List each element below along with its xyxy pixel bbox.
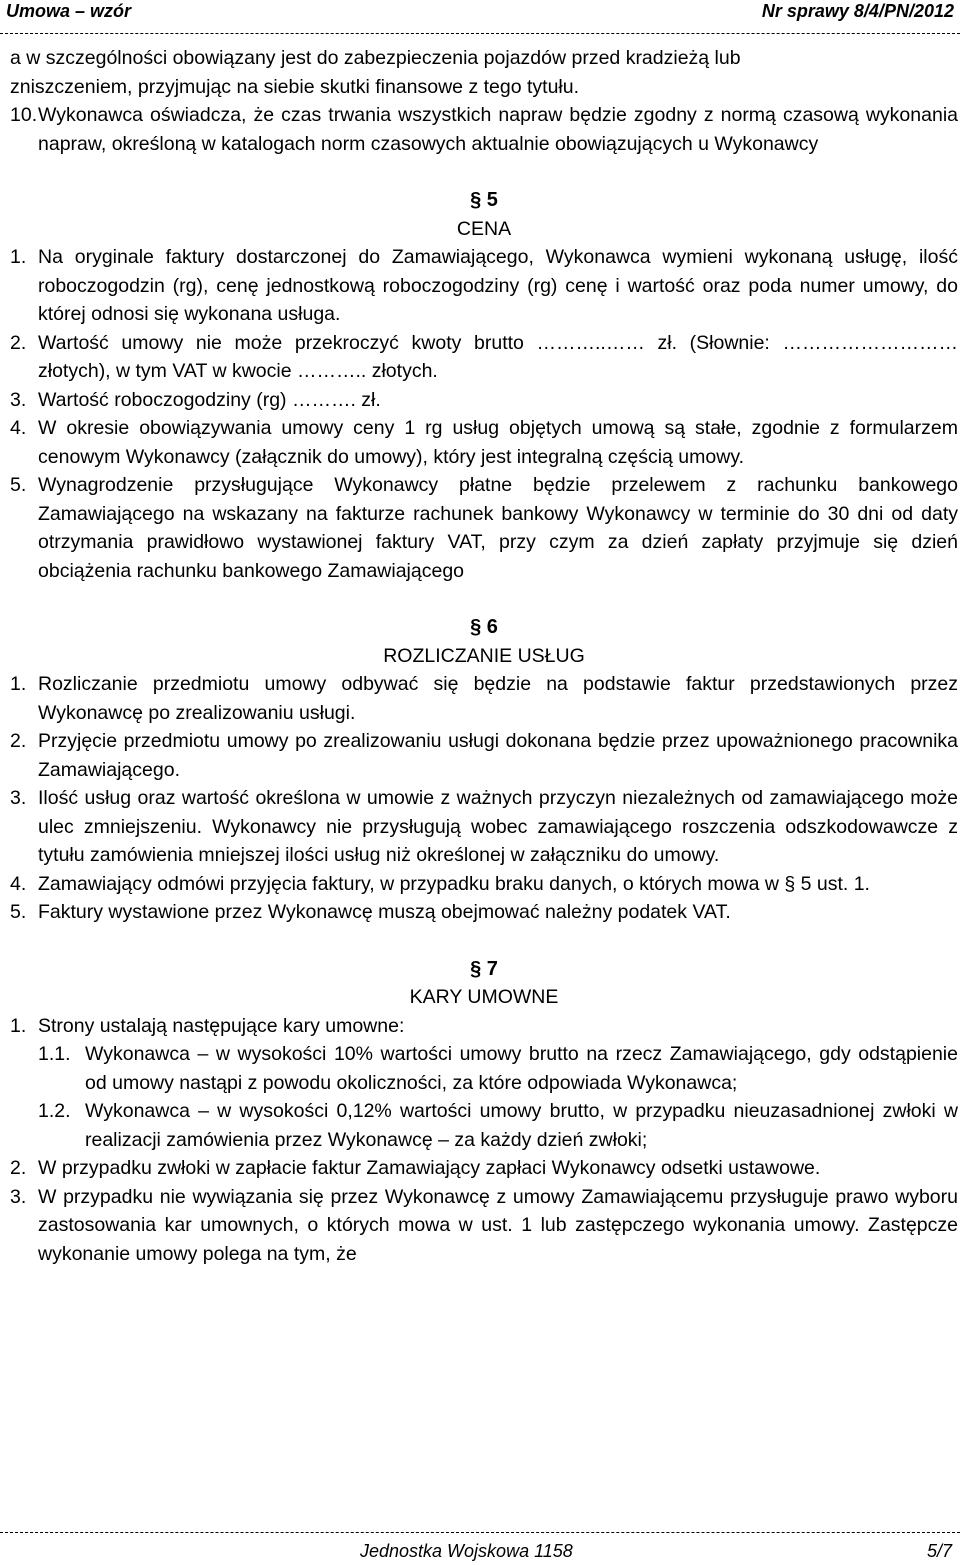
page-number: 5/7 (926, 1541, 952, 1561)
continued-line: a w szczególności obowiązany jest do zabezpieczenia pojazdów przed kradzieżą lub (10, 47, 741, 69)
list-item: 4. Zamawiający odmówi przyjęcia faktury, w przypadku braku danych, o których mowa w § 5 ust. 1. (10, 872, 870, 895)
list-item: 2. Przyjęcie przedmiotu umowy po zrealizowaniu usługi dokonana będzie przez upoważnionego pracownika Zamawiającego. (10, 730, 958, 781)
list-item: 3. Ilość usług oraz wartość określona w umowie z ważnych przyczyn niezależnych od zamawiającego może ulec zmniejszeniu. Wykonawcy nie przysługują wobec zamawiającego roszczenia odszkodowawcze z tytułu zamówienia mniejszej ilości usług niż określonej w załączniku do umowy. (10, 787, 958, 866)
section-7-mark: § 7 (470, 957, 498, 980)
footer-divider (0, 1532, 960, 1533)
list-item: 5. Faktury wystawione przez Wykonawcę muszą obejmować należny podatek VAT. (10, 901, 731, 923)
footer-unit-name: Jednostka Wojskowa 1158 (360, 1541, 573, 1561)
list-item: 3. W przypadku nie wywiązania się przez Wykonawcę z umowy Zamawiającemu przysługuje prawo wyboru zastosowania kar umownych, o których mowa w ust. 1 lub zastępczego wykonania umowy. Zastępcze wykonanie umowy polega na tym, że (10, 1185, 958, 1265)
section-6-mark: § 6 (470, 616, 498, 638)
list-item: 1. Na oryginale faktury dostarczonej do Zamawiającego, Wykonawca wymieni wykonaną usługę, ilość roboczogodzin (rg), cenę jednostkową roboczogodziny (rg) cenę i wartość oraz poda numer umowy, do której odnosi się wykonana usługa. (10, 246, 958, 325)
document-body (10, 44, 958, 1268)
list-item: 5. Wynagrodzenie przysługujące Wykonawcy płatne będzie przelewem z rachunku bankowego Zamawiającego na wskazany na fakturze rachunek bankowy Wykonawcy w terminie do 30 dni od daty otrzymania prawidłowo wystawionej faktury VAT, przy czym za dzień zapłaty przyjmuje się dzień obciążenia rachunku bankowego Zamawiającego (10, 474, 958, 582)
continued-line: zniszczeniem, przyjmując na siebie skutki finansowe z tego tytułu. (10, 75, 580, 98)
header-divider (0, 33, 960, 34)
page-header (0, 0, 960, 22)
list-item (10, 101, 958, 158)
item-number: 10. (10, 104, 38, 126)
sub-list-item: 1.1. Wykonawca – w wysokości 10% wartości umowy brutto na rzecz Zamawiającego, gdy odstąpienie od umowy nastąpi z powodu okoliczności, za które odpowiada Wykonawca; (38, 1043, 958, 1094)
list-item: 2. W przypadku zwłoki w zapłacie faktur Zamawiający zapłaci Wykonawcy odsetki ustawowe. (10, 1157, 821, 1179)
section-5-title: CENA (456, 217, 512, 240)
list-item: 4. W okresie obowiązywania umowy ceny 1 rg usług objętych umową są stałe, zgodnie z formularzem cenowym Wykonawcy (załącznik do umowy), który jest integralną częścią umowy. (10, 417, 958, 468)
header-title: Umowa – wzór (6, 1, 132, 21)
section-7-title: KARY UMOWNE (409, 986, 559, 1008)
item-text: Wykonawca oświadcza, że czas trwania wszystkich napraw będzie zgodny z normą czasową wykonania napraw, określoną w katalogach norm czasowych aktualnie obowiązujących u Wykonawcy (38, 104, 958, 155)
sub-list-item: 1.2. Wykonawca – w wysokości 0,12% wartości umowy brutto, w przypadku nieuzasadnionej zwłoki w realizacji zamówienia przez Wykonawcę – za każdy dzień zwłoki; (38, 1100, 958, 1151)
section-5-mark: § 5 (470, 189, 498, 211)
list-item: 3. Wartość roboczogodziny (rg) ………. zł. (10, 388, 381, 411)
list-item: 1. Strony ustalają następujące kary umowne: (10, 1014, 405, 1037)
list-item: 2. Wartość umowy nie może przekroczyć kwoty brutto ………..…… zł. (Słownie: ……………………… złotych), w tym VAT w kwocie ……….. złotych. (10, 331, 958, 382)
section-6-title: ROZLICZANIE USŁUG (383, 644, 585, 667)
header-case-number: Nr sprawy 8/4/PN/2012 (761, 1, 954, 21)
list-item: 1. Rozliczanie przedmiotu umowy odbywać się będzie na podstawie faktur przedstawionych przez Wykonawcę po zrealizowaniu usługi. (10, 673, 958, 724)
